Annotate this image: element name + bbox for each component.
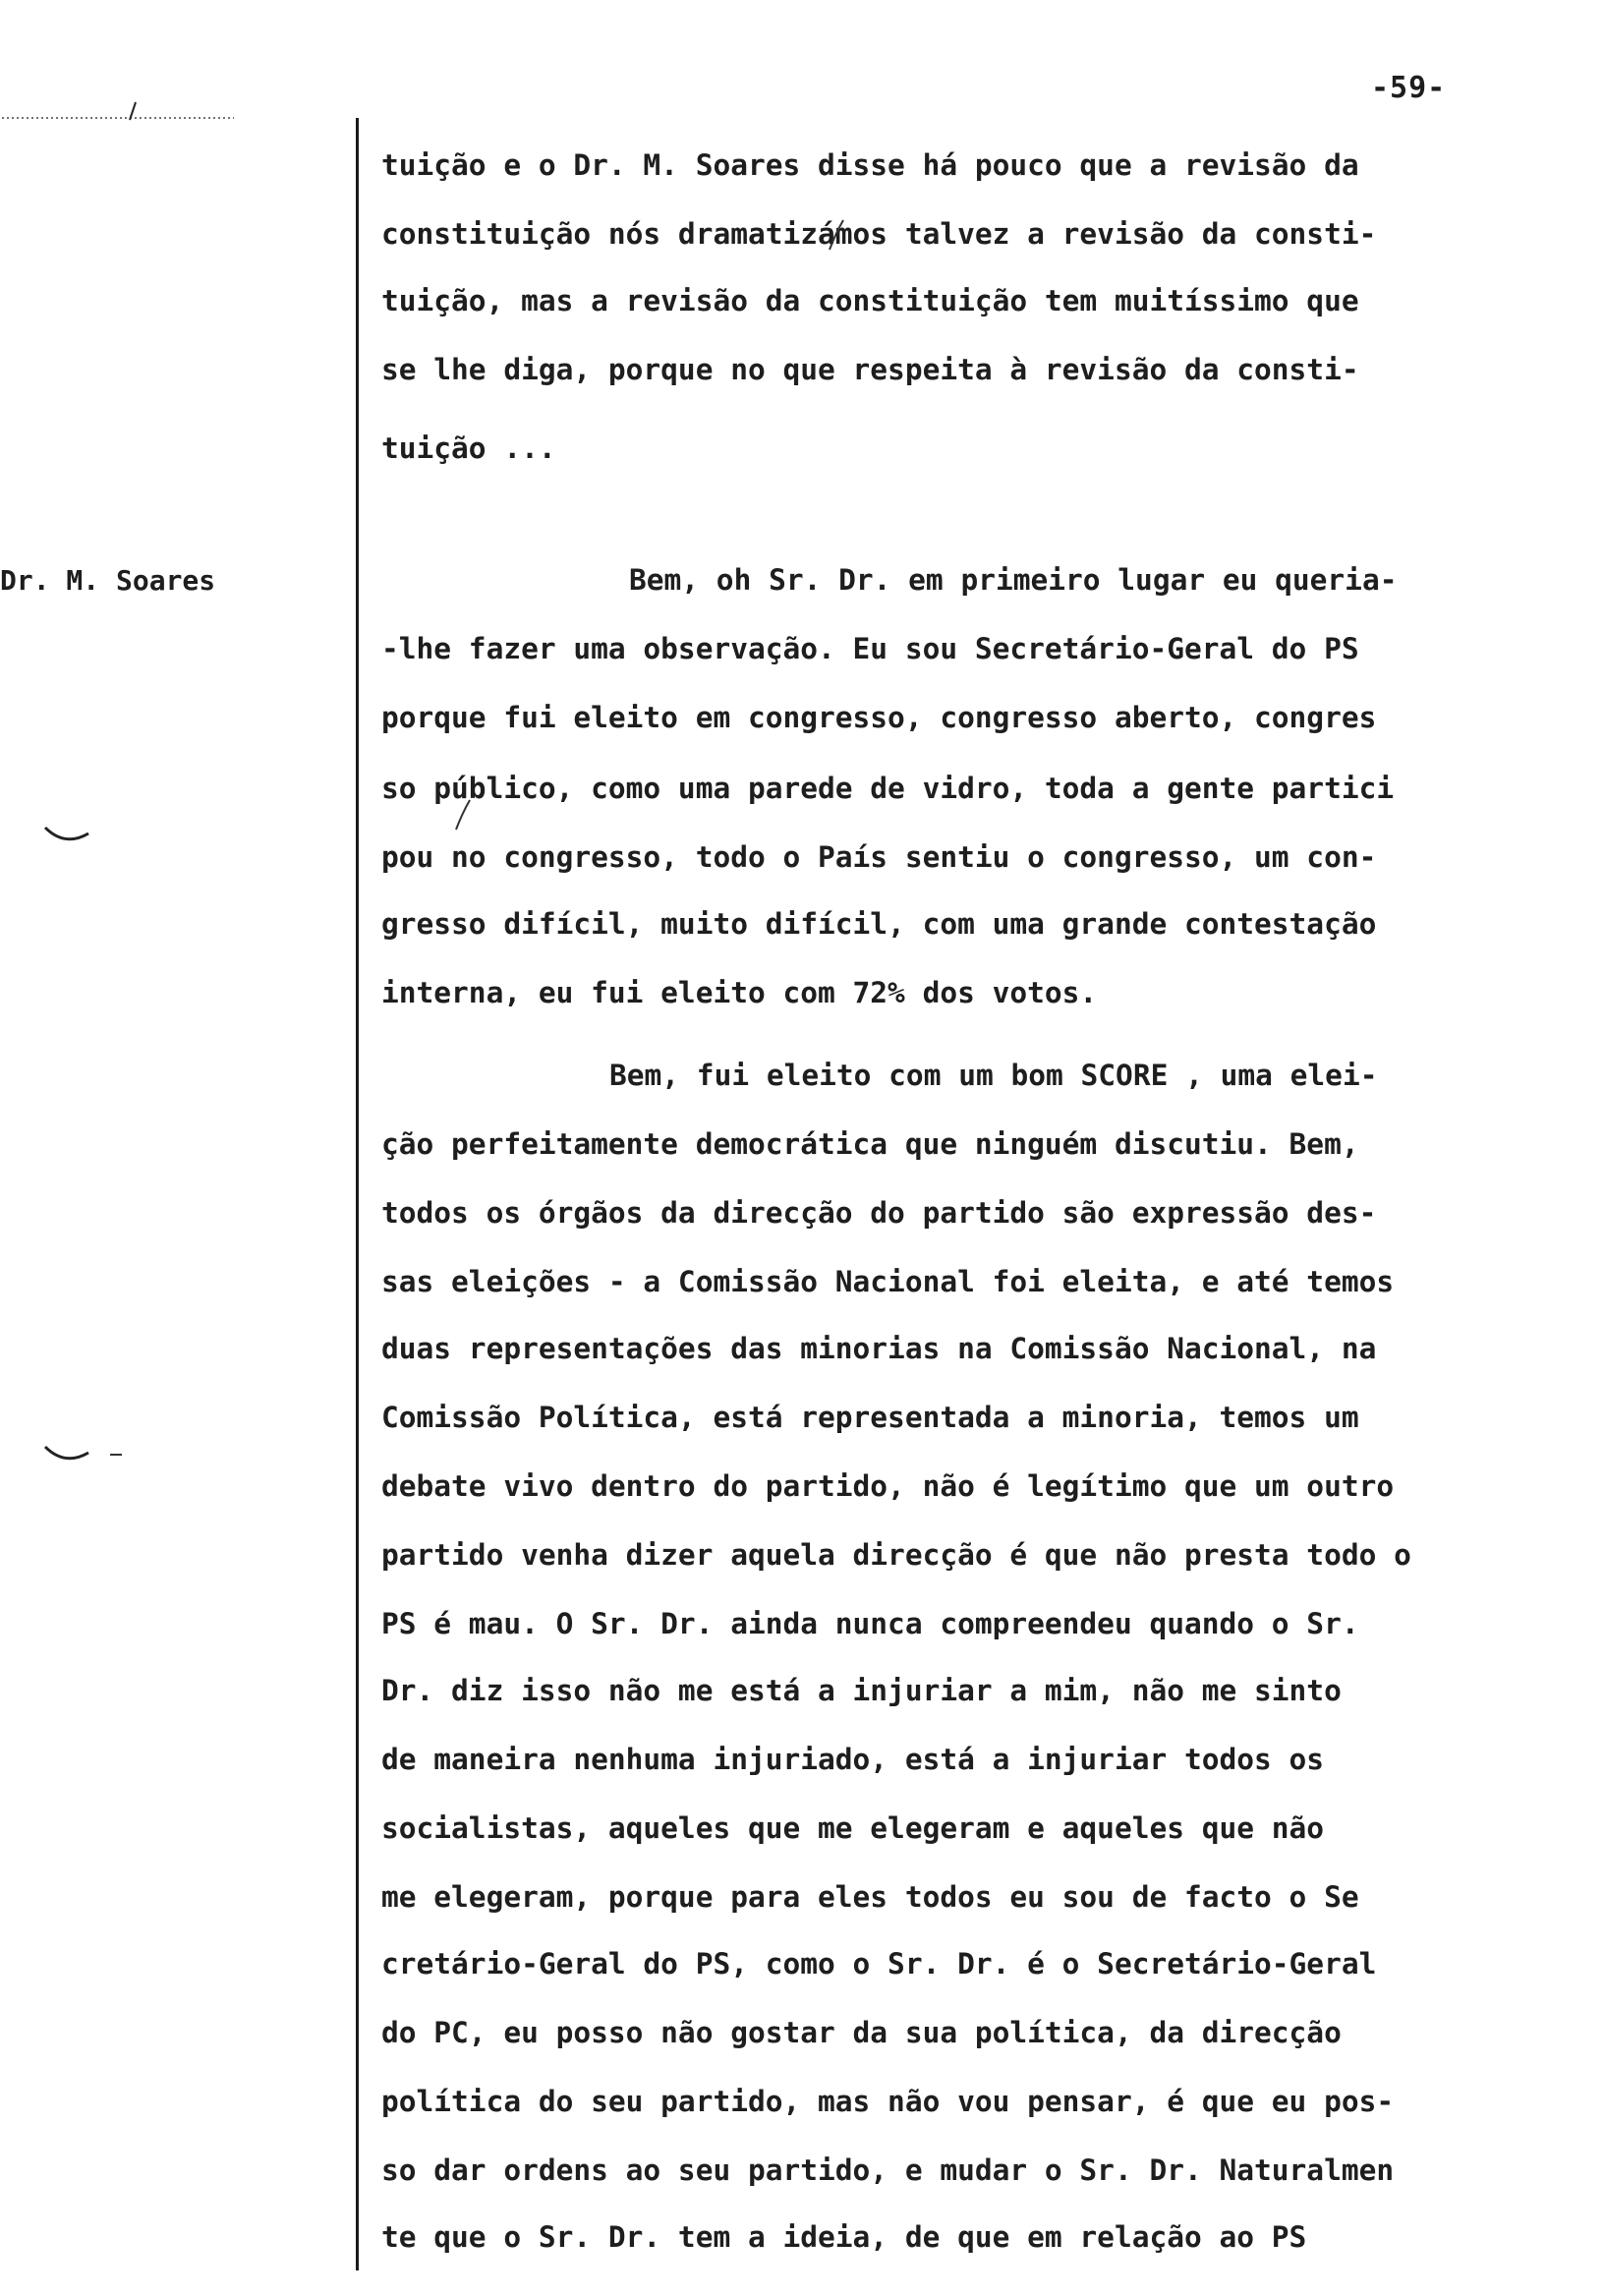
text-line: me elegeram, porque para eles todos eu sou de facto o Se [381,1880,1359,1914]
text-line: te que o Sr. Dr. tem a ideia, de que em relação ao PS [381,2220,1307,2254]
margin-bracket-mark [43,824,92,853]
text-line: constituição nós dramatizámos talvez a revisão da consti- [381,217,1377,251]
text-line: política do seu partido, mas não vou pensar, é que eu pos- [381,2085,1395,2118]
text-line: sas eleições - a Comissão Nacional foi eleita, e até temos [381,1265,1395,1298]
speaker-name: Dr. M. Soares [0,564,216,597]
text-line: partido venha dizer aquela direcção é que não presta todo o [381,1538,1411,1572]
text-line: se lhe diga, porque no que respeita à revisão da consti- [381,353,1359,386]
text-line: Bem, oh Sr. Dr. em primeiro lugar eu queria- [629,563,1398,597]
text-line: tuição e o Dr. M. Soares disse há pouco que a revisão da [381,148,1359,182]
text-line: debate vivo dentro do partido, não é legítimo que um outro [381,1469,1395,1503]
text-line: Comissão Política, está representada a minoria, temos um [381,1401,1359,1434]
margin-bracket-mark [43,1443,132,1472]
text-line: so público, como uma parede de vidro, toda a gente partici [381,772,1395,805]
page-number: -59- [1371,71,1447,105]
text-line: pou no congresso, todo o País sentiu o congresso, um con- [381,840,1377,874]
text-line: cretário-Geral do PS, como o Sr. Dr. é o Secretário-Geral [381,1947,1377,1980]
handwritten-comma-mark [826,216,855,256]
text-line: tuição ... [381,431,556,465]
text-line: do PC, eu posso não gostar da sua política, da direcção [381,2016,1342,2049]
handwritten-comma-mark [452,796,482,835]
text-line: porque fui eleito em congresso, congresso aberto, congres [381,701,1377,734]
text-line: de maneira nenhuma injuriado, está a injuriar todos os [381,1743,1325,1776]
text-line: socialistas, aqueles que me elegeram e aqueles que não [381,1811,1325,1845]
text-line: Dr. diz isso não me está a injuriar a mim, não me sinto [381,1674,1342,1707]
text-line: Bem, fui eleito com um bom SCORE , uma elei- [609,1059,1378,1092]
text-line: so dar ordens ao seu partido, e mudar o Sr. Dr. Naturalmen [381,2153,1395,2187]
margin-rule [356,118,359,2270]
text-line: tuição, mas a revisão da constituição tem muitíssimo que [381,284,1359,317]
text-line: interna, eu fui eleito com 72% dos votos. [381,976,1098,1009]
text-line: todos os órgãos da direcção do partido são expressão des- [381,1196,1377,1230]
text-line: gresso difícil, muito difícil, com uma grande contestação [381,907,1377,941]
margin-dotted-mark [0,88,236,128]
text-line: -lhe fazer uma observação. Eu sou Secretário-Geral do PS [381,632,1359,665]
text-line: duas representações das minorias na Comissão Nacional, na [381,1332,1377,1365]
text-line: ção perfeitamente democrática que ninguém discutiu. Bem, [381,1127,1359,1161]
text-line: PS é mau. O Sr. Dr. ainda nunca compreendeu quando o Sr. [381,1607,1359,1640]
